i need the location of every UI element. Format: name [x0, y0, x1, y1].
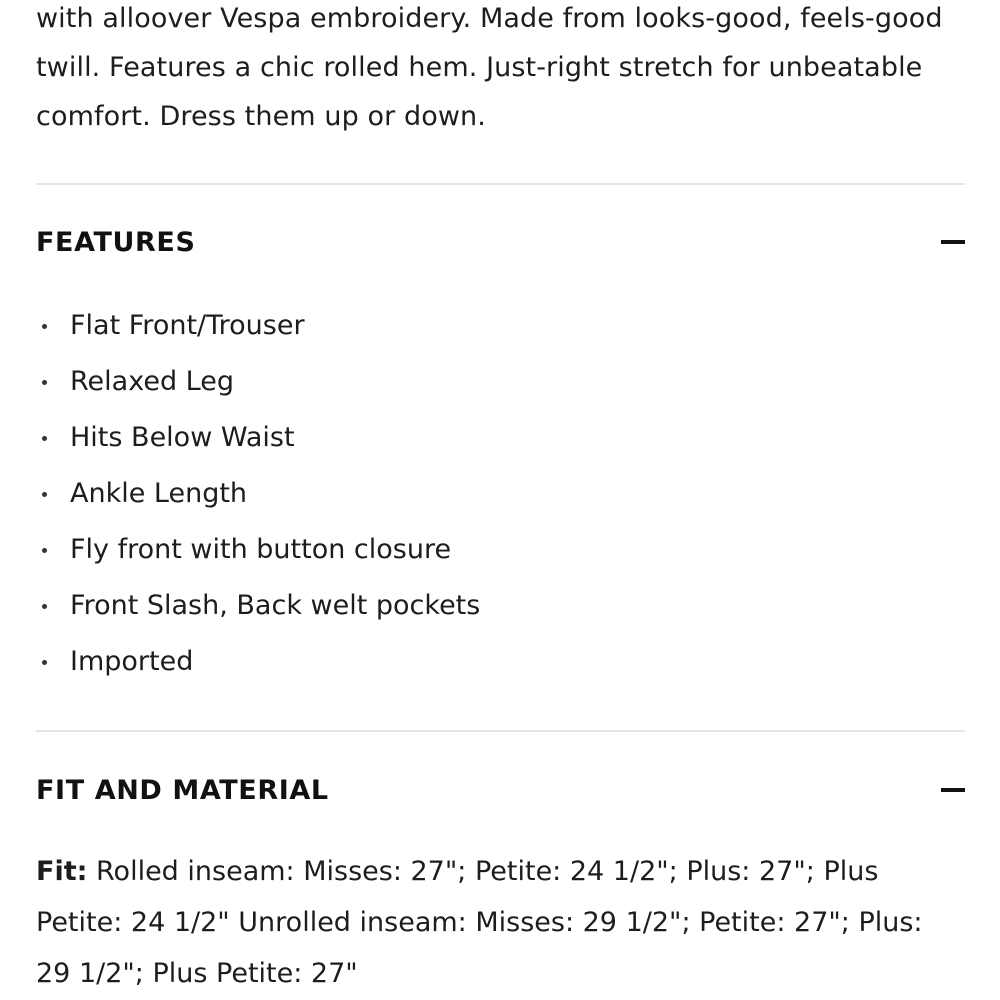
- feature-label: Front Slash, Back welt pockets: [70, 590, 481, 621]
- list-item: [36, 638, 965, 694]
- features-title: FEATURES: [36, 226, 196, 258]
- feature-label: Fly front with button closure: [70, 534, 452, 565]
- list-item: [36, 526, 965, 582]
- product-description: with alloover Vespa embroidery. Made from looks-good, feels-good twill. Features a chic rolled hem. Just-right stretch for unbeatable comfort. Dress them up or down.: [36, 3, 943, 132]
- section-divider: [36, 183, 965, 185]
- features-section-header[interactable]: [36, 222, 965, 262]
- fit-material-section-header[interactable]: [36, 770, 965, 810]
- fit-label: Fit:: [36, 856, 88, 887]
- feature-label: Ankle Length: [70, 478, 248, 509]
- bullet-icon: [42, 548, 47, 553]
- feature-label: Imported: [70, 646, 194, 677]
- features-list: [36, 302, 965, 694]
- minus-icon[interactable]: [941, 778, 965, 802]
- fit-material-title: FIT AND MATERIAL: [36, 774, 329, 806]
- list-item: [36, 302, 965, 358]
- bullet-icon: [42, 324, 47, 329]
- feature-label: Flat Front/Trouser: [70, 310, 305, 341]
- bullet-icon: [42, 380, 47, 385]
- bullet-icon: [42, 660, 47, 665]
- fit-value: Rolled inseam: Misses: 27"; Petite: 24 1/2"; Plus: 27"; Plus Petite: 24 1/2" Unrolled inseam: Misses: 29 1/2"; Petite: 27"; Plus: 29 1/2"; Plus Petite: 27": [36, 856, 923, 989]
- section-divider: [36, 730, 965, 732]
- list-item: [36, 358, 965, 414]
- list-item: [36, 414, 965, 470]
- list-item: [36, 582, 965, 638]
- fit-description: [36, 846, 965, 999]
- feature-label: Relaxed Leg: [70, 366, 235, 397]
- bullet-icon: [42, 492, 47, 497]
- list-item: [36, 470, 965, 526]
- feature-label: Hits Below Waist: [70, 422, 295, 453]
- bullet-icon: [42, 604, 47, 609]
- bullet-icon: [42, 436, 47, 441]
- minus-icon[interactable]: [941, 230, 965, 254]
